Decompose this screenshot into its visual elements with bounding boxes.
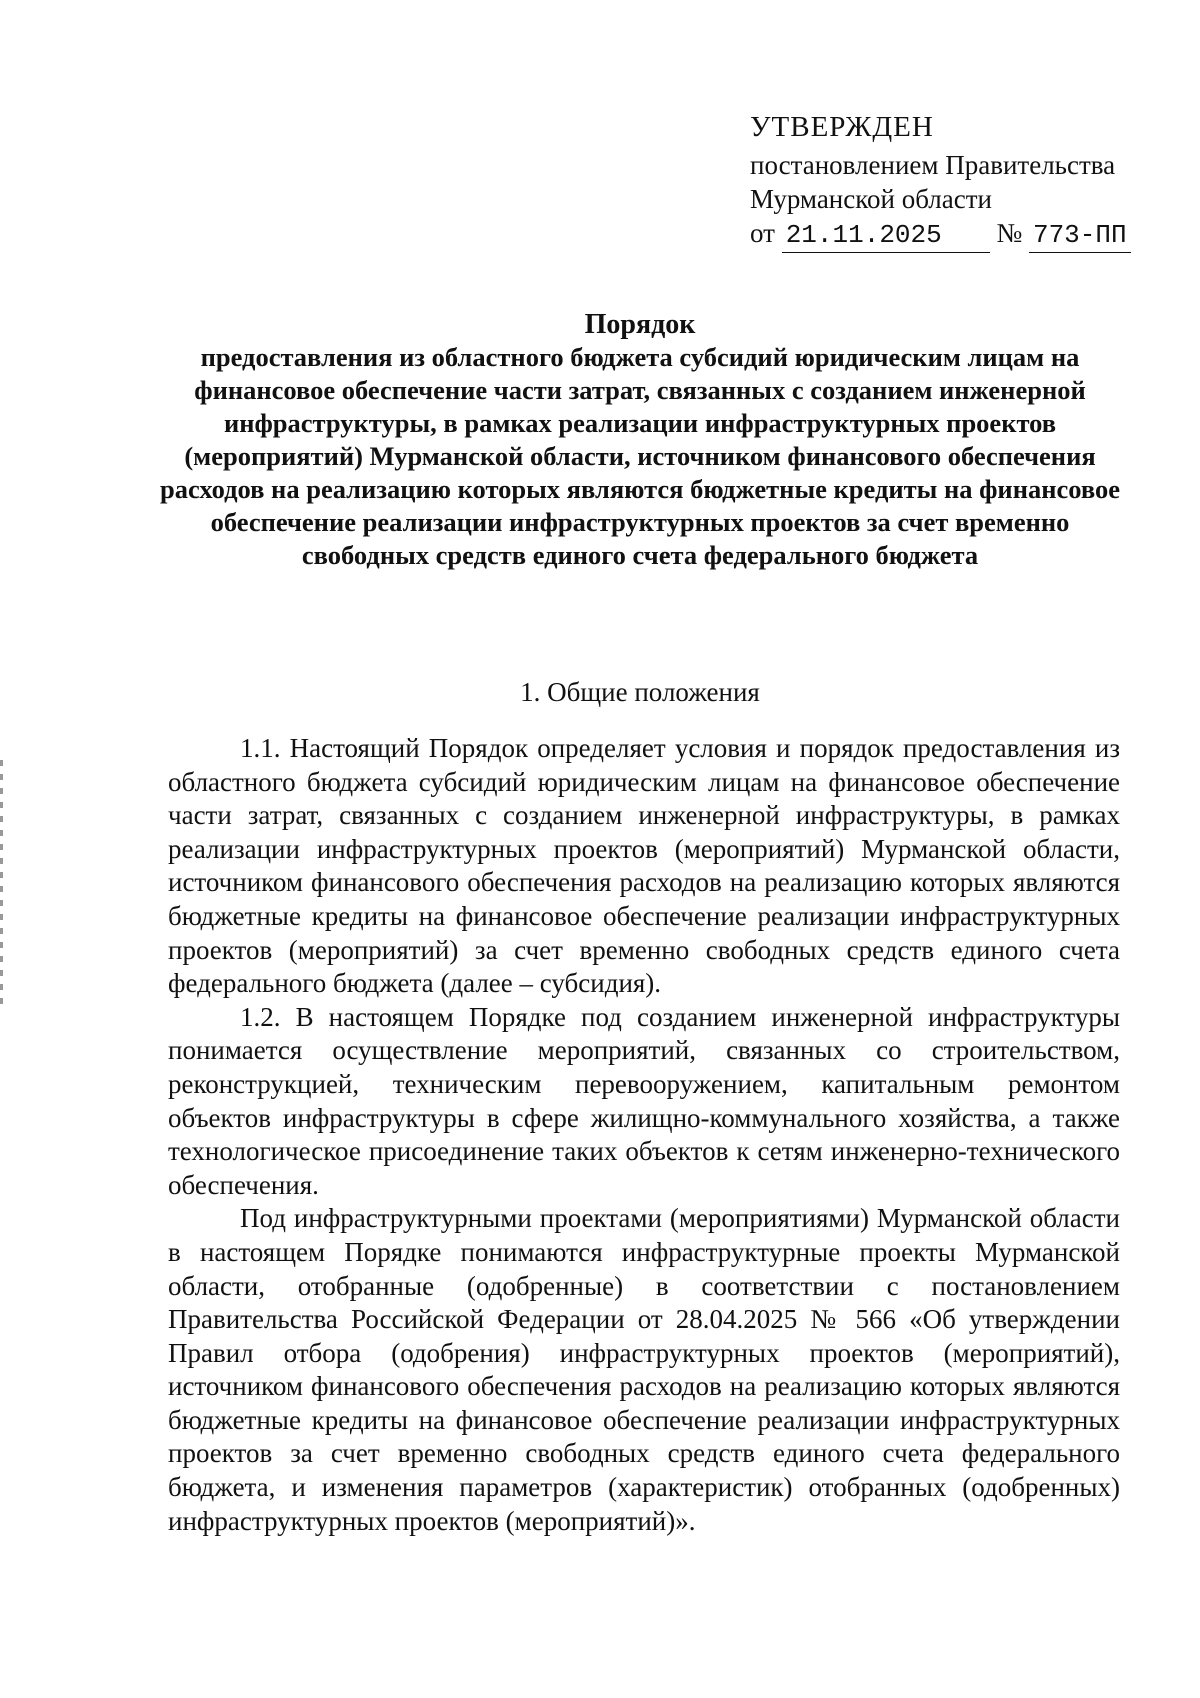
approval-heading: УТВЕРЖДЕН	[750, 111, 934, 143]
paragraph-1-1: 1.1. Настоящий Порядок определяет условия и порядок предоставления из областного бюджета субсидий юридическим лицам на финансовое обеспечение части затрат, связанных с созданием инженерной инфраструктуры, в рамках реализации инфраструктурных проектов (мероприятий) Мурманской области, источником финансового обеспечения расходов на реализацию которых являются бюджетные кредиты на финансовое обеспечение реализации инфраструктурных проектов (мероприятий) за счет временно свободных средств единого счета федерального бюджета (далее – субсидия).	[168, 733, 1120, 999]
section-heading: 1. Общие положения	[520, 677, 760, 707]
approval-number-prefix: №	[996, 218, 1023, 248]
paragraph-definition: Под инфраструктурными проектами (мероприятиями) Мурманской области в настоящем Порядке понимаются инфраструктурные проекты Мурманской области, отобранные (одобренные) в соответствии с постановлением Правительства Российской Федерации от 28.04.2025 № 566 «Об утверждении Правил отбора (одобрения) инфраструктурных проектов (мероприятий), источником финансового обеспечения расходов на реализацию которых являются бюджетные кредиты на финансовое обеспечение реализации инфраструктурных проектов за счет временно свободных средств единого счета федерального бюджета, и изменения параметров (характеристик) отобранных (одобренных) инфраструктурных проектов (мероприятий)».	[168, 1203, 1120, 1536]
approval-date: 21.11.2025	[782, 218, 990, 253]
body-text	[168, 732, 1120, 1538]
document-title	[160, 308, 1120, 572]
approval-block	[750, 110, 1131, 253]
title-subtitle: предоставления из областного бюджета субсидий юридическим лицам на финансовое обеспечение части затрат, связанных с созданием инженерной инфраструктуры, в рамках реализации инфраструктурных проектов (мероприятий) Мурманской области, источником финансового обеспечения расходов на реализацию которых являются бюджетные кредиты на финансовое обеспечение реализации инфраструктурных проектов за счет временно свободных средств единого счета федерального бюджета	[160, 342, 1120, 570]
approval-date-line	[750, 216, 1131, 253]
approval-date-prefix: от	[750, 218, 775, 248]
scan-edge-marks	[0, 760, 3, 1010]
title-main: Порядок	[584, 309, 696, 340]
approval-line-2: Мурманской области	[750, 184, 992, 214]
paragraph-1-2: 1.2. В настоящем Порядке под созданием инженерной инфраструктуры понимается осуществление мероприятий, связанных со строительством, реконструкцией, техническим перевооружением, капитальным ремонтом объектов инфраструктуры в сфере жилищно-коммунального хозяйства, а также технологическое присоединение таких объектов к сетям инженерно-технического обеспечения.	[168, 1001, 1120, 1200]
approval-number: 773-ПП	[1029, 218, 1131, 253]
approval-line-1: постановлением Правительства	[750, 150, 1116, 180]
